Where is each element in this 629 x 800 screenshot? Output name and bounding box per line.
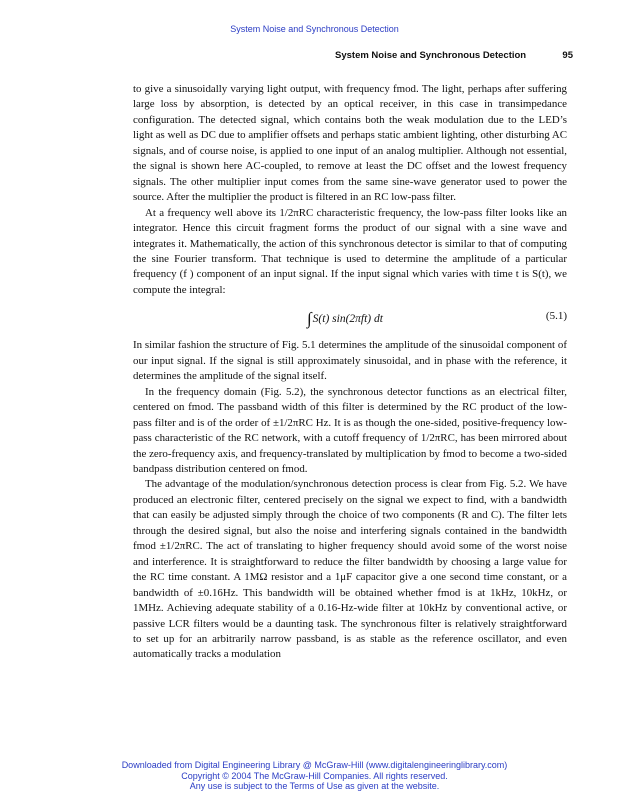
equation-body	[307, 309, 383, 327]
paragraph-4: In the frequency domain (Fig. 5.2), the synchronous detector functions as an electrical filter, centered on fmod. The passband width of this filter is determined by the RC product of the low-pass filter and is of the order of ±1/2πRC Hz. It is as though the one-sided, positive-frequency low-pass characteristic of the RC network, with a cutoff frequency of 1/2πRC, has been mirrored about the zero-frequency axis, and frequency-translated by multiplication by fmod to become a two-sided bandpass distribution centered on fmod.	[133, 385, 567, 475]
equation-5-1	[133, 305, 567, 331]
footer	[0, 760, 629, 792]
paragraph-1: to give a sinusoidally varying light output, with frequency fmod. The light, perhaps after suffering large loss by absorption, is detected by an optical receiver, in this case in transimpedance configuration. The detected signal, which contains both the weak modulation due to the LED’s light as well as DC due to amplifier offsets and perhaps static ambient lighting, other disturbing AC signals, and of course noise, is applied to one input of an analog multiplier. Although not essential, the signal is shown here AC-coupled, to remove at least the DC offset and the lowest frequency signals. The other multiplier input comes from the same sine-wave generator used to power the source. After the multiplier the product is filtered in an RC low-pass filter.	[133, 83, 567, 204]
running-head-title: System Noise and Synchronous Detection	[335, 50, 527, 61]
footer-copyright[interactable]: Copyright © 2004 The McGraw-Hill Companies. All rights reserved.	[181, 770, 448, 781]
running-head	[335, 50, 573, 61]
paragraph-3: In similar fashion the structure of Fig. 5.1 determines the amplitude of the sinusoidal component of our input signal. If the signal is still approximately sinusoidal, and in phase with the reference, it determines the amplitude of the signal itself.	[133, 339, 567, 383]
integral-sign: ∫	[307, 309, 312, 329]
equation-expression: S(t) sin(2πft) dt	[312, 313, 383, 326]
paragraph-5: The advantage of the modulation/synchronous detection process is clear from Fig. 5.2. We have produced an electronic filter, centered precisely on the signal we expect to find, with a bandwidth that can easily be adjusted simply through the choice of two components (R and C). The filter lets through the desired signal, but also the noise and interfering signals contained in the bandwidth fmod ±1/2πRC. The act of translating to higher frequency should avoid some of the worst noise and interference. It is straightforward to reduce the filter bandwidth by choosing a large value for the RC time constant. A 1MΩ resistor and a 1μF capacitor give a one second time constant, or a bandwidth of ±0.16Hz. This bandwidth will be obtained whether fmod is at 1kHz, 10kHz, or 1MHz. Achieving adequate stability of a 0.16-Hz-wide filter at 10kHz by conventional active, or passive LCR filters would be a daunting task. The synchronous filter is relatively straightforward to set up for an arbitrarily narrow passband, is as stable as the reference oscillator, and even automatically tracks a modulation	[133, 478, 567, 661]
equation-number: (5.1)	[545, 310, 567, 323]
footer-download-link[interactable]: Downloaded from Digital Engineering Library @ McGraw-Hill (www.digitalengineeringlibrary.com)	[121, 760, 508, 770]
footer-terms[interactable]: Any use is subject to the Terms of Use as given at the website.	[189, 781, 440, 791]
page-number: 95	[562, 50, 573, 61]
body-text	[133, 82, 567, 663]
paragraph-2: At a frequency well above its 1/2πRC characteristic frequency, the low-pass filter looks like an integrator. Hence this circuit fragment forms the product of our signal with a sine wave and integrates it. Mathematically, the action of this synchronous detector is similar to that of computing the sine Fourier transform. That technique is used to determine the amplitude of a particular frequency (f ) component of an input signal. If the input signal which varies with time t is S(t), we compute the integral:	[133, 206, 567, 296]
chapter-title-link[interactable]: System Noise and Synchronous Detection	[230, 24, 399, 34]
